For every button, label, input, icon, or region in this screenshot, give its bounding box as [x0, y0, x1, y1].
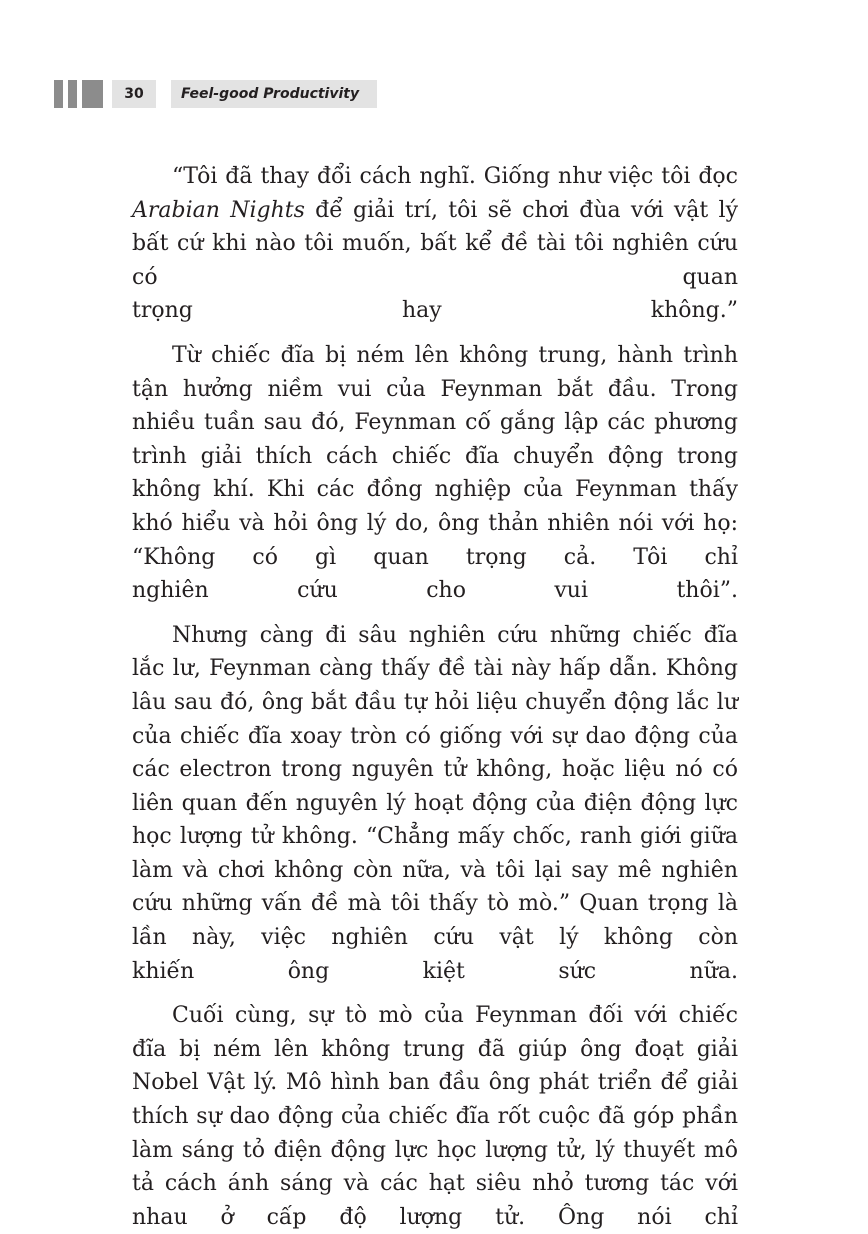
p2-last-line: nghiên cứu cho vui thôi”.: [132, 578, 738, 604]
p4-text: Cuối cùng, sự tò mò của Feynman đối với chiếc đĩa bị ném lên không trung đã giúp ông đoạt giải Nobel Vật lý. Mô hình ban đầu ông phát triển để giải thích sự dao động của chiếc đĩa rốt cuộc đã góp phần làm sáng tỏ điện động lực học lượng tử, lý thuyết mô tả cách ánh sáng và các hạt siêu nhỏ tương tác với nhau ở cấp độ lượng tử. Ông nói chỉ: [132, 1003, 738, 1230]
body-text: [132, 160, 738, 1234]
header-bar-decoration: [68, 80, 77, 108]
p1-line1: “Tôi đã thay đổi cách nghĩ. Giống như việc tôi đọc: [172, 164, 738, 189]
header-bar-decoration: [54, 80, 63, 108]
paragraph-2: [132, 339, 738, 608]
page-number: 30: [112, 80, 156, 108]
running-header: [54, 80, 377, 108]
p1-line4: trọng hay không.”: [132, 298, 738, 324]
header-bar-decoration: [82, 80, 103, 108]
p1-line3: khi nào tôi muốn, bất kể đề tài tôi nghiên cứu có quan: [132, 231, 738, 290]
paragraph-4: [132, 999, 738, 1234]
paragraph-3: [132, 619, 738, 989]
p3-last-line: khiến ông kiệt sức nữa.: [132, 958, 738, 984]
paragraph-1: [132, 160, 738, 328]
p1-line2: để giải trí, tôi sẽ chơi đùa với vật lý bất cứ: [132, 197, 738, 257]
book-title-arabian-nights: Arabian Nights: [132, 197, 305, 223]
p3-text: Nhưng càng đi sâu nghiên cứu những chiếc đĩa lắc lư, Feynman càng thấy đề tài này hấp dẫn. Không lâu sau đó, ông bắt đầu tự hỏi liệu chuyển động lắc lư của chiếc đĩa xoay tròn có giống với sự dao động của các electron trong nguyên tử không, hoặc liệu nó có liên quan đến nguyên lý hoạt động của điện động lực học lượng tử không. “Chẳng mấy chốc, ranh giới giữa làm và chơi không còn nữa, và tôi lại say mê nghiên cứu những vấn đề mà tôi thấy tò mò.” Quan trọng là lần này, việc nghiên cứu vật lý không còn: [132, 622, 738, 951]
p2-text: Từ chiếc đĩa bị ném lên không trung, hành trình tận hưởng niềm vui của Feynman bắt đầu. Trong nhiều tuần sau đó, Feynman cố gắng lập các phương trình giải thích cách chiếc đĩa chuyển động trong không khí. Khi các đồng nghiệp của Feynman thấy khó hiểu và hỏi ông lý do, ông thản nhiên nói với họ: “Không có gì quan trọng cả. Tôi chỉ: [132, 342, 738, 570]
running-title: Feel-good Productivity: [171, 80, 377, 108]
